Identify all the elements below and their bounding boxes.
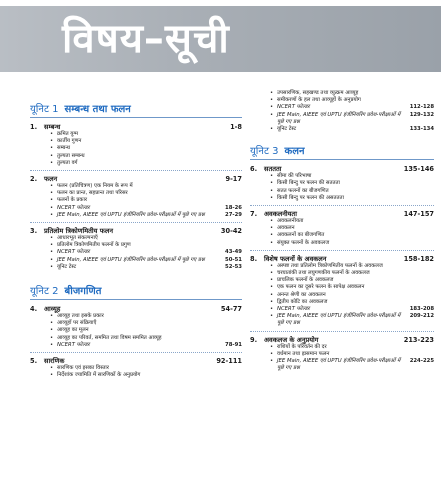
ncert-folder-item[interactable]: • NCERT फोल्डर 78-91: [50, 341, 242, 348]
page-header: [0, 0, 441, 80]
unit-label: यूनिट 2: [30, 286, 59, 298]
topic-item: • राशियों के परिवर्तन की दर: [270, 343, 327, 350]
toc-left-column: [30, 95, 242, 379]
topic-item: • अवकलनों का बीजगणित: [270, 232, 325, 239]
chapter-9[interactable]: [250, 335, 434, 344]
topic-item: • समीकरणों के हल तथा आव्यूहों के अनुप्रयोग: [270, 97, 361, 104]
topic-item: • वर्धमान तथा ह्रासमान फलन: [270, 350, 330, 357]
chapter-pages: 158-182: [403, 254, 434, 263]
ncert-folder-item[interactable]: • NCERT फोल्डर 18-26: [50, 204, 242, 211]
unit-divider: [250, 159, 434, 160]
topic-item: • अवकलनीयता: [270, 218, 304, 225]
chapter-2[interactable]: [30, 174, 242, 183]
ncert-folder-item[interactable]: • NCERT फोल्डर 112-128: [270, 104, 434, 111]
chapter-title: अवकलनीयता: [264, 210, 297, 219]
topic-item: • सम्बन्ध: [50, 145, 71, 152]
topic-item: • आव्यूह का मूलन: [50, 327, 89, 334]
topic-item: • अनन्त श्रेणी का अवकलन: [270, 291, 326, 298]
chapter-separator: [250, 205, 434, 206]
chapter-pages: 213-223: [403, 335, 434, 344]
unit-2-heading: [30, 283, 242, 297]
topic-item: • तुल्यता वर्ग: [50, 159, 78, 166]
topic-item: • अस्पष्ट तथा प्रतिलोम त्रिकोणमितीय फलनों के अवकलज: [270, 262, 383, 269]
chapter-title: प्रतिलोम त्रिकोणमितीय फलन: [44, 227, 113, 236]
chapter-number: 8.: [250, 254, 258, 263]
chapter-pages: 9-17: [225, 175, 242, 184]
chapter-number: 3.: [30, 227, 38, 236]
chapter-6[interactable]: [250, 164, 434, 173]
unit-title: सम्बन्ध तथा फलन: [64, 104, 131, 115]
chapter-5[interactable]: [30, 356, 242, 365]
unit-title: कलन: [284, 146, 305, 158]
jee-questions-item[interactable]: • JEE Main, AIEEE एवं UPTU इंजीनियरिंग प्रवेश-परीक्षाओं में पूछे गए प्रश्न 27-29: [50, 211, 242, 218]
chapter-number: 7.: [250, 210, 258, 219]
chapter-separator: [30, 222, 242, 223]
topic-item: • कार्तीय गुणन: [50, 138, 82, 145]
topic-item: • क्रमित युग्म: [50, 131, 79, 137]
jee-questions-item[interactable]: • JEE Main, AIEEE एवं UPTU इंजीनियरिंग प्रवेश-परीक्षाओं में पूछे गए प्रश्न 129-132: [270, 111, 434, 125]
chapter-title: विशेष फलनों के अवकलन: [264, 254, 327, 263]
chapter-title: आव्यूह: [44, 305, 61, 314]
unit-label: यूनिट 3: [250, 146, 279, 158]
chapter-separator: [250, 250, 434, 251]
chapter-pages: 1-8: [230, 123, 242, 131]
chapter-title: सम्बन्ध: [44, 123, 61, 131]
unit-test-item[interactable]: • यूनिट टेस्ट 52-53: [50, 263, 242, 270]
topic-item: • सतत फलनों का बीजगणित: [270, 187, 329, 194]
chapter-1[interactable]: [30, 122, 242, 131]
chapter-pages: 135-146: [403, 165, 434, 174]
topic-item: • प्रतिलोम त्रिकोणमितीय फलनों के प्रगुण: [50, 242, 131, 249]
chapter-7[interactable]: [250, 209, 434, 218]
chapter-number: 2.: [30, 175, 38, 184]
topic-item: • फलनों के प्रकार: [50, 197, 88, 204]
ncert-folder-item[interactable]: • NCERT फोल्डर 183-208: [270, 306, 434, 313]
topic-item: • आव्यूह तथा इसके प्रकार: [50, 313, 104, 320]
chapter-number: 5.: [30, 357, 38, 366]
topic-item: • चरघातांकी तथा लघुगणकीय फलनों के अवकलज: [270, 270, 370, 277]
chapter-number: 4.: [30, 305, 38, 314]
topic-item: • द्वितीय कोटि का अवकलज: [270, 298, 328, 305]
chapter-4[interactable]: [30, 304, 242, 313]
topic-item: • उपसारणिक, सहखण्ड तथा व्युत्क्रम आव्यूह: [270, 90, 359, 96]
chapter-number: 9.: [250, 335, 258, 344]
topic-item: • आव्यूह का परिवर्त, सममित तथा विषम सममित आव्यूह: [50, 334, 162, 341]
topic-item: • आव्यूहों पर संक्रियाएँ: [50, 320, 97, 327]
unit-1-heading: [30, 101, 242, 115]
topic-item: • सीमा की परिभाषा: [270, 173, 312, 180]
chapter-title: सारणिक: [44, 357, 65, 366]
topic-item: • फलन (प्रतिचित्रण) एक नियम के रूप में: [50, 183, 133, 190]
page-title: विषय–सूची: [62, 16, 230, 62]
unit-title: बीजगणित: [64, 286, 102, 298]
chapter-pages: 54-77: [220, 305, 242, 314]
unit-3-heading: [250, 143, 434, 157]
chapter-separator: [250, 331, 434, 332]
chapter-3[interactable]: [30, 226, 242, 235]
topic-item: • संयुक्त फलनों के अवकलज: [270, 239, 330, 246]
chapter-separator: [30, 352, 242, 353]
topic-item: • एक फलन का दूसरे फलन के सापेक्ष अवकलन: [270, 284, 365, 291]
topic-item: • अवकलन: [270, 225, 295, 232]
chapter-8[interactable]: [250, 254, 434, 263]
unit-divider: [30, 117, 242, 118]
jee-questions-item[interactable]: • JEE Main, AIEEE एवं UPTU इंजीनियरिंग प्रवेश-परीक्षाओं में पूछे गए प्रश्न 224-225: [270, 358, 434, 372]
topic-item: • आधारभूत संकल्पनाएँ: [50, 235, 98, 242]
jee-questions-item[interactable]: • JEE Main, AIEEE एवं UPTU इंजीनियरिंग प्रवेश-परीक्षाओं में पूछे गए प्रश्न 50-51: [50, 256, 242, 263]
chapter-pages: 30-42: [220, 227, 242, 236]
jee-questions-item[interactable]: • JEE Main, AIEEE एवं UPTU इंजीनियरिंग प्रवेश-परीक्षाओं में पूछे गए प्रश्न 209-212: [270, 313, 434, 327]
topic-item: • निर्देशांक ज्यामिति में सारणिकों के अनुप्रयोग: [50, 372, 141, 379]
chapter-number: 6.: [250, 165, 258, 174]
toc-right-column: [250, 90, 434, 372]
chapter-title: सततता: [264, 165, 282, 174]
chapter-number: 1.: [30, 123, 38, 131]
unit-label: यूनिट 1: [30, 104, 59, 115]
unit-test-item[interactable]: • यूनिट टेस्ट 133-134: [270, 126, 434, 133]
ncert-folder-item[interactable]: • NCERT फोल्डर 43-49: [50, 249, 242, 256]
topic-item: • प्राचलिक फलनों के अवकलज: [270, 277, 334, 284]
chapter-title: फलन: [44, 175, 58, 184]
chapter-title: अवकलज के अनुप्रयोग: [264, 335, 319, 344]
chapter-separator: [30, 170, 242, 171]
topic-item: • किसी बिन्दु पर फलन की असततता: [270, 194, 344, 201]
topic-item: • फलन का प्रान्त, सहप्रान्त तथा परिसर: [50, 190, 128, 197]
unit-divider: [30, 299, 242, 300]
chapter-pages: 92-111: [216, 357, 242, 366]
chapter-pages: 147-157: [403, 210, 434, 219]
topic-item: • तुल्यता सम्बन्ध: [50, 152, 85, 159]
topic-item: • किसी बिन्दु पर फलन की सततता: [270, 180, 340, 187]
topic-item: • सारणिक एवं इसका विस्तार: [50, 365, 109, 372]
